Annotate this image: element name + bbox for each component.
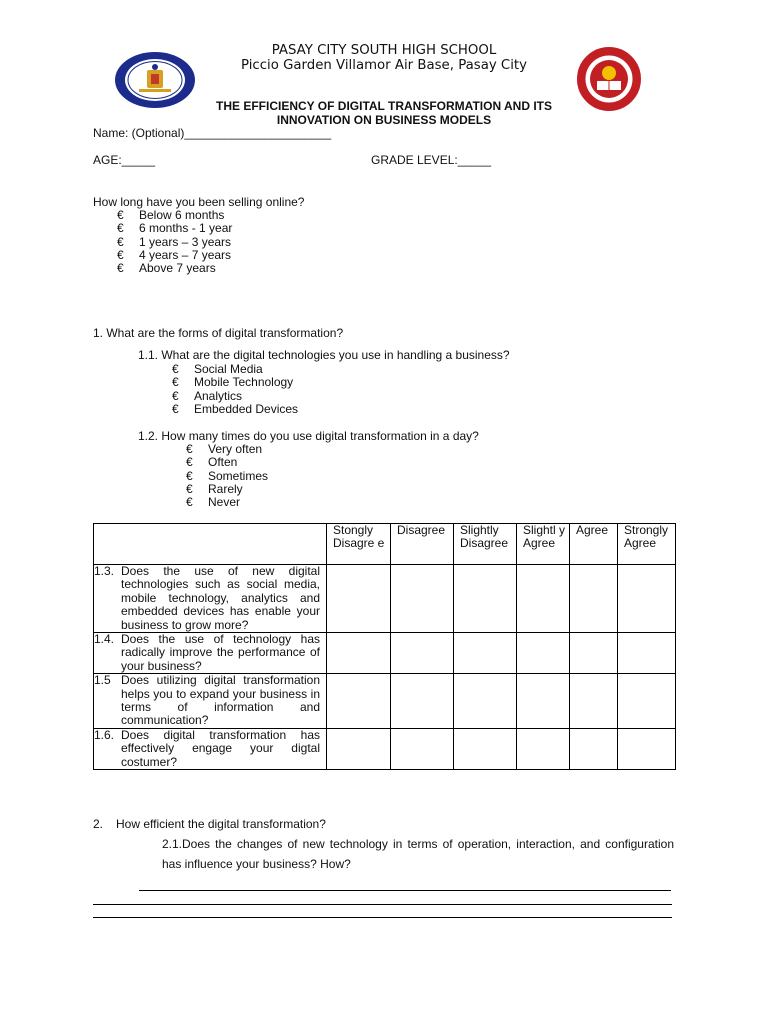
question-cell	[94, 633, 327, 674]
question-1-2: 1.2. How many times do you use digital transformation in a day?	[138, 429, 479, 443]
question-text: Does digital transformation has effectively engage your digtal costumer?	[121, 727, 320, 769]
section-2-number: 2.	[93, 817, 104, 831]
bullet-icon: €	[172, 402, 179, 416]
option-label: Often	[208, 455, 238, 469]
question-2-1-line2: has influence your business? How?	[162, 857, 351, 871]
table-header-cell: Disagree	[391, 524, 454, 565]
table-row	[94, 565, 676, 633]
rating-cell[interactable]	[327, 728, 391, 769]
bullet-icon: €	[117, 221, 124, 235]
answer-line[interactable]	[139, 890, 671, 891]
rating-cell[interactable]	[570, 565, 618, 633]
section-1-title: 1. What are the forms of digital transformation?	[93, 326, 344, 340]
rating-cell[interactable]	[327, 633, 391, 674]
table-row	[94, 633, 676, 674]
table-row	[94, 674, 676, 729]
school-name: PASAY CITY SOUTH HIGH SCHOOL	[271, 43, 497, 58]
school-address: Piccio Garden Villamor Air Base, Pasay City	[241, 58, 527, 73]
option-label: 4 years – 7 years	[139, 248, 232, 262]
survey-title-line2: INNOVATION ON BUSINESS MODELS	[276, 113, 492, 127]
question-cell	[94, 728, 327, 769]
bullet-icon: €	[172, 362, 179, 376]
table-header-cell: Strongly Agree	[618, 524, 676, 565]
deped-seal-icon	[578, 48, 640, 110]
option-label: Sometimes	[208, 469, 269, 483]
table-header-cell: Stongly Disagre e	[327, 524, 391, 565]
question-text: Does the use of new digital technologies such as social media, mobile technology, analytics and embedded devices has enable your business to grow more?	[121, 564, 320, 632]
table-header-cell: Agree	[570, 524, 618, 565]
rating-cell[interactable]	[517, 728, 570, 769]
bullet-icon: €	[117, 235, 124, 249]
question-cell	[94, 674, 327, 729]
bullet-icon: €	[117, 248, 124, 262]
question-2-1-line1: 2.1.Does the changes of new technology in terms of operation, interaction, and configuration	[162, 837, 674, 851]
rating-cell[interactable]	[517, 633, 570, 674]
deped-seal-logo	[575, 47, 643, 111]
question-number: 1.4.	[94, 632, 115, 647]
table-row	[94, 728, 676, 769]
rating-cell[interactable]	[391, 633, 454, 674]
rating-cell[interactable]	[570, 674, 618, 729]
option-label: Analytics	[194, 389, 243, 403]
school-seal-icon	[115, 52, 195, 108]
option-label: Never	[208, 495, 241, 509]
table-header-cell: Slightly Disagree	[454, 524, 517, 565]
age-field[interactable]: AGE:_____	[93, 153, 156, 167]
section-2-title: How efficient the digital transformation?	[116, 817, 326, 831]
rating-cell[interactable]	[454, 728, 517, 769]
rating-cell[interactable]	[618, 674, 676, 729]
question-1-1: 1.1. What are the digital technologies you use in handling a business?	[138, 348, 510, 362]
rating-cell[interactable]	[327, 674, 391, 729]
question-number: 1.3.	[94, 564, 115, 578]
rating-cell[interactable]	[618, 633, 676, 674]
bullet-icon: €	[186, 442, 193, 456]
bullet-icon: €	[186, 469, 193, 483]
bullet-icon: €	[186, 482, 193, 496]
rating-cell[interactable]	[454, 674, 517, 729]
option-label: 6 months - 1 year	[139, 221, 233, 235]
question-number: 1.6.	[94, 727, 115, 742]
selling-online-question: How long have you been selling online?	[93, 195, 305, 209]
name-field[interactable]: Name: (Optional)______________________	[93, 126, 332, 140]
question-cell	[94, 565, 327, 633]
table-header-cell: Slightl y Agree	[517, 524, 570, 565]
rating-cell[interactable]	[391, 728, 454, 769]
rating-cell[interactable]	[391, 674, 454, 729]
survey-title-line1: THE EFFICIENCY OF DIGITAL TRANSFORMATION AND ITS	[216, 99, 552, 113]
rating-cell[interactable]	[618, 728, 676, 769]
option-label: 1 years – 3 years	[139, 235, 232, 249]
rating-cell[interactable]	[517, 565, 570, 633]
rating-cell[interactable]	[570, 633, 618, 674]
question-text: Does utilizing digital transformation helps you to expand your business in terms of information and communication?	[121, 673, 320, 728]
option-label: Very often	[208, 442, 263, 456]
bullet-icon: €	[117, 261, 124, 275]
option-label: Above 7 years	[139, 261, 216, 275]
rating-cell[interactable]	[391, 565, 454, 633]
grade-level-field[interactable]: GRADE LEVEL:_____	[371, 153, 492, 167]
bullet-icon: €	[117, 208, 124, 222]
option-label: Rarely	[208, 482, 243, 496]
option-label: Mobile Technology	[194, 375, 294, 389]
likert-table	[93, 523, 676, 770]
rating-cell[interactable]	[454, 633, 517, 674]
option-label: Below 6 months	[139, 208, 225, 222]
rating-cell[interactable]	[517, 674, 570, 729]
rating-cell[interactable]	[327, 565, 391, 633]
rating-cell[interactable]	[570, 728, 618, 769]
answer-line[interactable]	[93, 904, 672, 905]
rating-cell[interactable]	[618, 565, 676, 633]
bullet-icon: €	[186, 495, 193, 509]
option-label: Social Media	[194, 362, 263, 376]
answer-line[interactable]	[93, 917, 672, 918]
bullet-icon: €	[172, 389, 179, 403]
bullet-icon: €	[186, 455, 193, 469]
question-number: 1.5	[94, 673, 111, 688]
rating-cell[interactable]	[454, 565, 517, 633]
question-text: Does the use of technology has radically improve the performance of your business?	[121, 632, 320, 673]
table-header-blank	[94, 524, 327, 565]
option-label: Embedded Devices	[194, 402, 299, 416]
bullet-icon: €	[172, 375, 179, 389]
